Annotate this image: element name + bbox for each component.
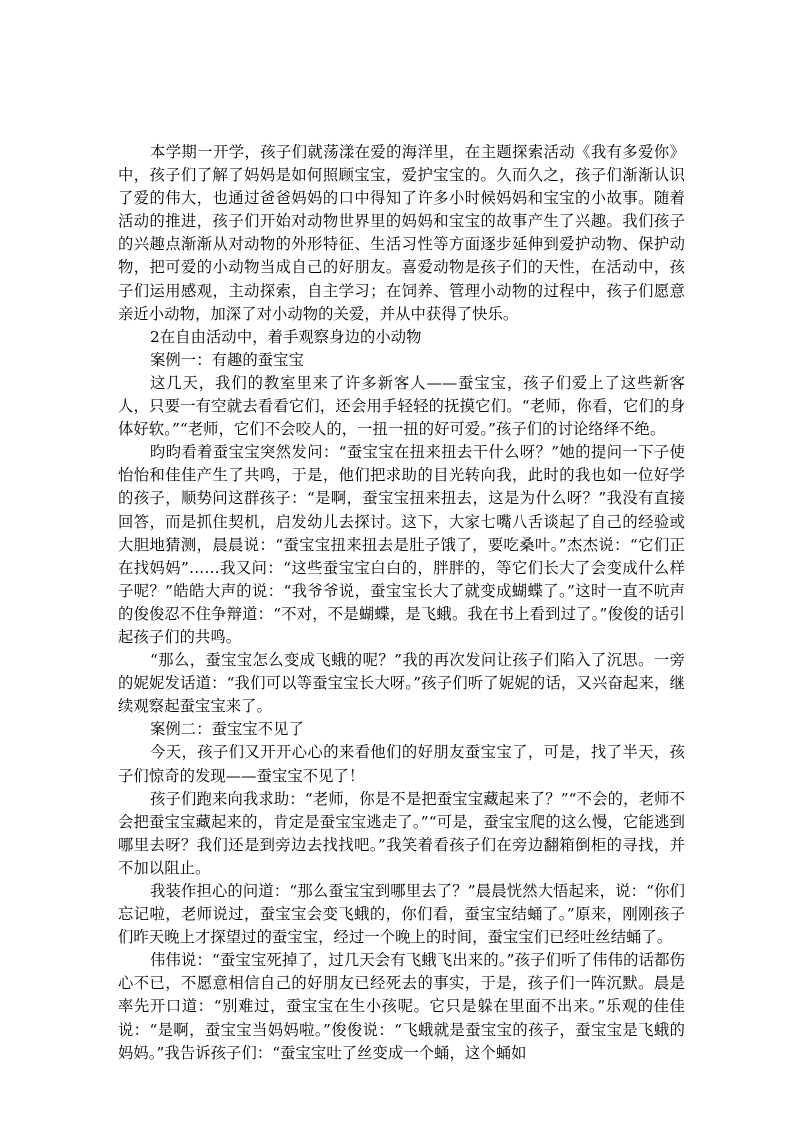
case-two-paragraph-1: 今天，孩子们又开开心心的来看他们的好朋友蚕宝宝了，可是，找了半天，孩子们惊奇的发现——蚕宝宝不见了！ [118,743,685,785]
case-two-paragraph-2: 孩子们跑来向我求助：“老师，你是不是把蚕宝宝藏起来了？”“不会的，老师不会把蚕宝宝藏起来的，肯定是蚕宝宝逃走了。”“可是，蚕宝宝爬的这么慢，它能逃到哪里去呀？我们还是到旁边去找找吧。”我笑着看孩子们在旁边翻箱倒柜的寻找，并不加以阻止。 [118,789,685,877]
case-one-paragraph-2: 昀昀看着蚕宝宝突然发问：“蚕宝宝在扭来扭去干什么呀？”她的提问一下子使怡怡和佳佳产生了共鸣，于是，他们把求助的目光转向我，此时的我也如一位好学的孩子，顺势问这群孩子：“是啊，蚕宝宝扭来扭去，这是为什么呀？”我没有直接回答，而是抓住契机，启发幼儿去探讨。这下，大家七嘴八舌谈起了自己的经验或大胆地猜测，晨晨说：“蚕宝宝扭来扭去是肚子饿了，要吃桑叶。”杰杰说：“它们正在找妈妈”……我又问：“这些蚕宝宝白白的，胖胖的，等它们长大了会变成什么样子呢？”皓皓大声的说：“我爷爷说，蚕宝宝长大了就变成蝴蝶了。”这时一直不吭声的俊俊忍不住争辩道：“不对，不是蝴蝶，是飞蛾。我在书上看到过了。”俊俊的话引起孩子们的共鸣。 [118,443,685,646]
case-one-paragraph-1: 这几天，我们的教室里来了许多新客人——蚕宝宝，孩子们爱上了这些新客人，只要一有空就去看看它们，还会用手轻轻的抚摸它们。“老师，你看，它们的身体好软。”“老师，它们不会咬人的，一扭一扭的好可爱。”孩子们的讨论络绎不绝。 [118,373,685,439]
case-one-title: 案例一：有趣的蚕宝宝 [150,350,304,369]
intro-paragraph: 本学期一开学，孩子们就荡漾在爱的海洋里，在主题探索活动《我有多爱你》中，孩子们了解了妈妈是如何照顾宝宝，爱护宝宝的。久而久之，孩子们渐渐认识了爱的伟大，也通过爸爸妈妈的口中得知了许多小时候妈妈和宝宝的小故事。随着活动的推进，孩子们开始对动物世界里的妈妈和宝宝的故事产生了兴趣。我们孩子的兴趣点渐渐从对动物的外形特征、生活习性等方面逐步延伸到爱护动物、保护动物，把可爱的小动物当成自己的好朋友。喜爱动物是孩子们的天性，在活动中，孩子们运用感观，主动探索，自主学习；在饲养、管理小动物的过程中，孩子们愿意亲近小动物，加深了对小动物的关爱，并从中获得了快乐。 [118,143,685,323]
case-two-title: 案例二：蚕宝宝不见了 [150,720,304,739]
case-two-paragraph-3: 我装作担心的问道：“那么蚕宝宝到哪里去了？”晨晨恍然大悟起来，说：“你们忘记啦，老师说过，蚕宝宝会变飞蛾的，你们看，蚕宝宝结蛹了。”原来，刚刚孩子们昨天晚上才探望过的蚕宝宝，经过一个晚上的时间，蚕宝宝们已经吐丝结蛹了。 [118,882,685,947]
case-one-paragraph-3: “那么，蚕宝宝怎么变成飞蛾的呢？”我的再次发问让孩子们陷入了沉思。一旁的妮妮发话道：“我们可以等蚕宝宝长大呀。”孩子们听了妮妮的话，又兴奋起来，继续观察起蚕宝宝来了。 [118,651,685,716]
section-heading: 2在自由活动中，着手观察身边的小动物 [150,327,422,346]
case-two-paragraph-4: 伟伟说：“蚕宝宝死掉了，过几天会有飞蛾飞出来的。”孩子们听了伟伟的话都伤心不已，不愿意相信自己的好朋友已经死去的事实，于是，孩子们一阵沉默。晨是率先开口道：“别难过，蚕宝宝在生小孩呢。它只是躲在里面不出来。”乐观的佳佳说：“是啊，蚕宝宝当妈妈啦。”俊俊说：“飞蛾就是蚕宝宝的孩子，蚕宝宝是飞蛾的妈妈。”我告诉孩子们：“蚕宝宝吐了丝变成一个蛹，这个蛹如 [118,951,685,1062]
